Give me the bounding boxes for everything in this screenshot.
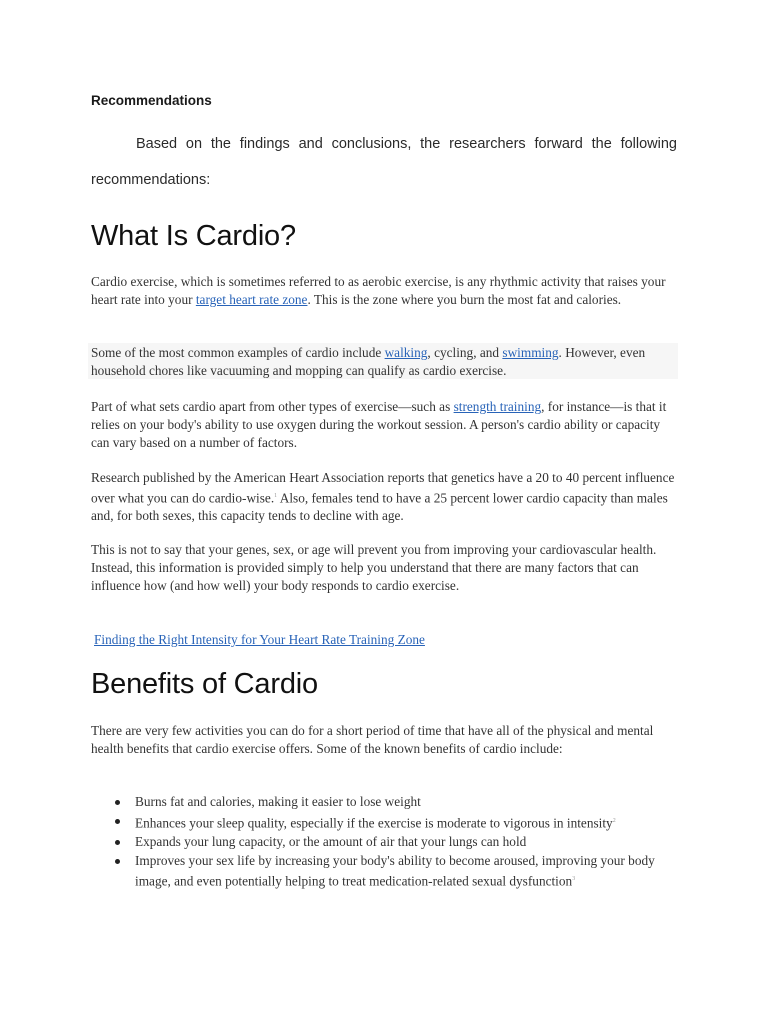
- list-item: [111, 852, 671, 890]
- paragraph-text: , cycling, and: [427, 345, 503, 360]
- list-item: [111, 793, 671, 811]
- recommendations-heading: Recommendations: [91, 93, 212, 108]
- improves-sex-life-link[interactable]: Improves your sex life: [135, 853, 256, 869]
- list-item-text: Enhances your sleep quality, especially if the exercise is moderate to vigorous in intensity: [135, 815, 613, 831]
- list-item-text: Expands your lung capacity, or the amount of air that your lungs can hold: [135, 834, 527, 850]
- paragraph-text: . However, even household chores like vacuuming and mopping can qualify as cardio exercise.: [91, 345, 646, 378]
- walking-link[interactable]: walking: [384, 345, 428, 360]
- paragraph-text: Cardio exercise, which is sometimes referred to as aerobic exercise, is any rhythmic activity that raises your heart rate into your: [91, 274, 666, 307]
- citation-marker[interactable]: 2: [612, 818, 616, 824]
- list-item-text: by increasing your body's ability to become aroused, improving your body image, and even potentially helping to treat medication-related sexual dysfunction: [135, 853, 655, 889]
- list-item: [111, 833, 671, 851]
- paragraph-text: Research published by the American Heart Association reports that genetics have a 20 to 40 percent influence over what you can do cardio-wise.: [91, 470, 675, 506]
- paragraph-text: , for instance—is that it relies on your body's ability to use oxygen during the workout session. A person's cardio ability or capacity can vary based on a number of factors.: [91, 399, 667, 450]
- benefits-of-cardio-heading: Benefits of Cardio: [91, 668, 318, 700]
- cardio-definition-paragraph: [91, 273, 681, 309]
- burns-fat-link[interactable]: Burns fat: [135, 794, 185, 809]
- paragraph-text: Some of the most common examples of cardio include: [91, 345, 385, 360]
- swimming-link[interactable]: swimming: [502, 345, 559, 360]
- paragraph-text: . This is the zone where you burn the most fat and calories.: [307, 292, 622, 307]
- recommendations-intro: Based on the findings and conclusions, the researchers forward the following recommendations:: [91, 136, 677, 188]
- improving-health-paragraph: This is not to say that your genes, sex, or age will prevent you from improving your cardiovascular health. Instead, this information is provided simply to help you understand that there are many factors that can influence how (and how well) your body responds to cardio exercise.: [91, 542, 657, 593]
- heart-rate-training-zone-link[interactable]: Finding the Right Intensity for Your Heart Rate Training Zone: [94, 632, 425, 647]
- genetics-research-paragraph: [91, 469, 681, 525]
- cardio-examples-paragraph: [91, 344, 681, 380]
- related-article-paragraph: [94, 631, 684, 649]
- citation-marker[interactable]: 1: [274, 493, 278, 499]
- benefits-intro-paragraph: There are very few activities you can do for a short period of time that have all of the physical and mental health benefits that cardio exercise offers. Some of the known benefits of cardio include:: [91, 723, 654, 756]
- strength-training-link[interactable]: strength training: [453, 399, 542, 414]
- list-item: [111, 812, 671, 832]
- benefits-list: [111, 793, 671, 892]
- paragraph-text: Part of what sets cardio apart from other types of exercise—such as: [91, 399, 454, 414]
- paragraph-text: Also, females tend to have a 25 percent lower cardio capacity than males and, for both sexes, this capacity tends to decline with age.: [91, 490, 668, 524]
- cardio-vs-other-exercise-paragraph: [91, 398, 681, 452]
- citation-marker[interactable]: 3: [572, 876, 576, 883]
- lose-weight-link[interactable]: lose weight: [359, 794, 421, 809]
- list-item-text: and calories, making it easier to: [184, 794, 360, 809]
- target-heart-rate-zone-link[interactable]: target heart rate zone: [195, 292, 308, 307]
- what-is-cardio-heading: What Is Cardio?: [91, 220, 296, 252]
